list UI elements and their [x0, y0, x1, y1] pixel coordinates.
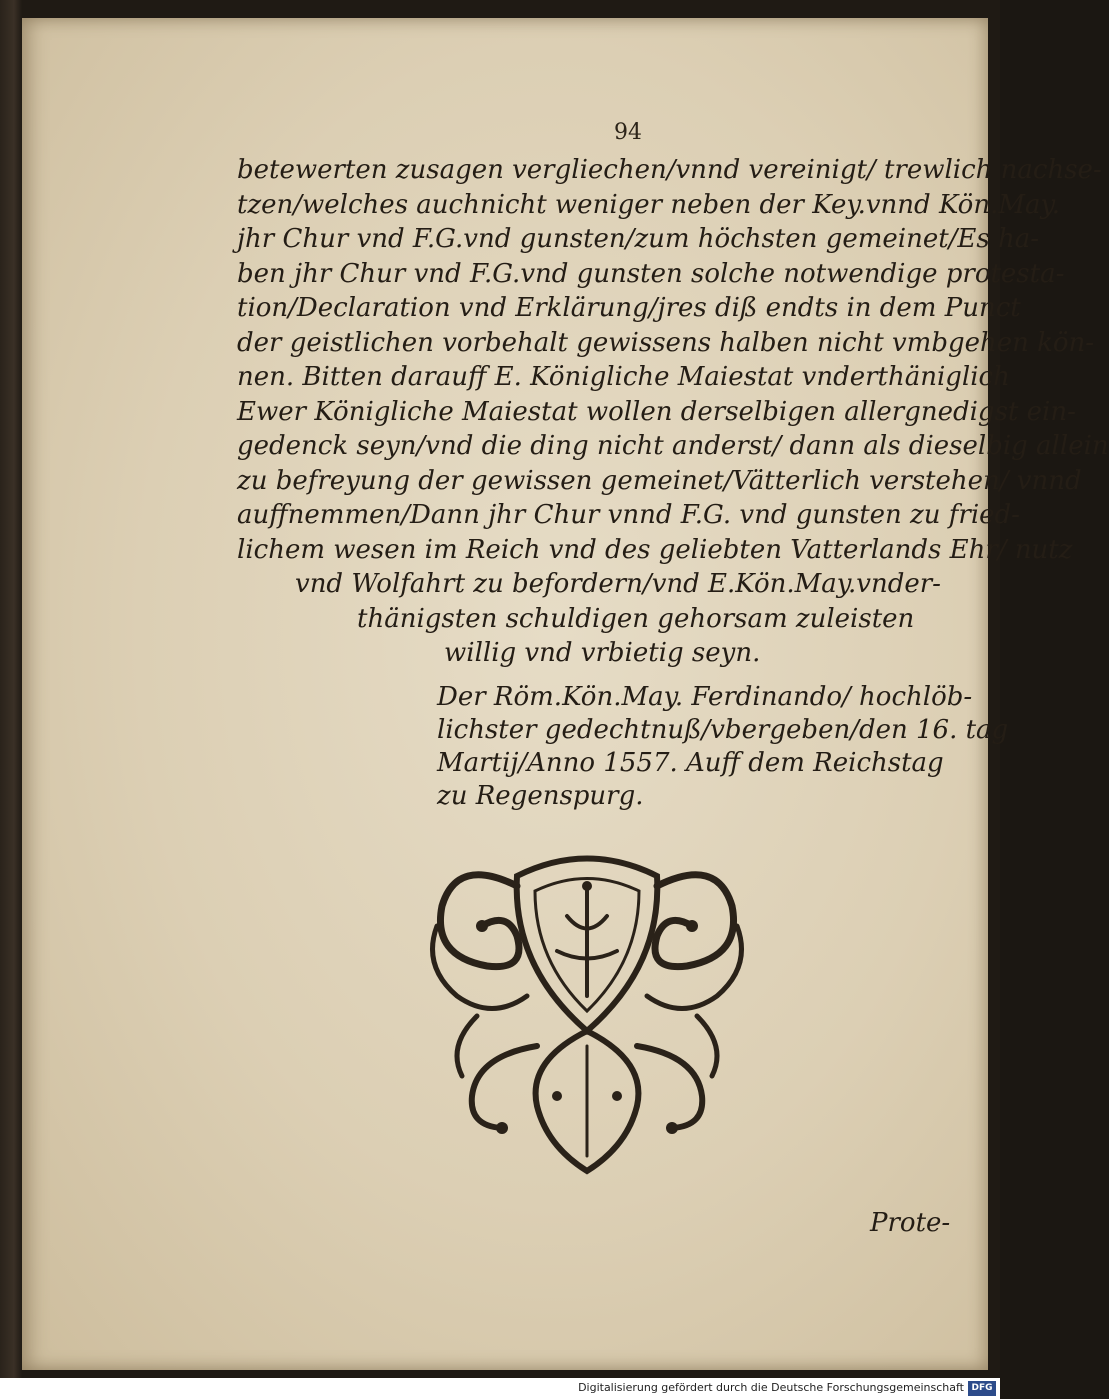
book-page: [22, 18, 1109, 1370]
body-line: Ewer Königliche Maiestat wollen derselbigen allergnedigst ein-: [237, 396, 1076, 427]
body-line: lichem wesen im Reich vnd des geliebten Vatterlands Ehr/ nutz: [237, 534, 1073, 565]
body-line: thänigsten schuldigen gehorsam zuleisten: [357, 603, 915, 634]
colophon-line: Der Röm.Kön.May. Ferdinando/ hochlöb-: [437, 682, 973, 712]
page-number: 94: [614, 120, 642, 145]
colophon-line: lichster gedechtnuß/vbergeben/den 16. tag: [437, 715, 1009, 745]
body-line: tion/Declaration vnd Erklärung/jres diß endts in dem Punct: [237, 293, 1021, 323]
catchword: Prote-: [870, 1208, 951, 1238]
body-line: jhr Chur vnd F.G.vnd gunsten/zum höchsten gemeinet/Es ha-: [237, 224, 1040, 254]
dfg-logo-icon: DFG: [968, 1381, 996, 1396]
body-line: ben jhr Chur vnd F.G.vnd gunsten solche notwendige protesta-: [237, 258, 1065, 289]
footer-bar: [0, 1378, 1000, 1399]
body-line: tzen/welches auchnicht weniger neben der Key.vnnd Kön.May.: [237, 189, 1060, 220]
body-line: willig vnd vrbietig seyn.: [444, 638, 761, 668]
body-line: vnd Wolfahrt zu befordern/vnd E.Kön.May.vnder-: [295, 569, 941, 599]
body-line: zu befreyung der gewissen gemeinet/Vätterlich verstehen/ vnnd: [237, 465, 1082, 496]
body-line: betewerten zusagen vergliechen/vnnd vereinigt/ trewlich nachse-: [237, 155, 1102, 185]
body-text: [237, 153, 1109, 671]
footer-credit: Digitalisierung gefördert durch die Deutsche Forschungsgemeinschaft: [578, 1381, 964, 1394]
body-line: nen. Bitten darauff E. Königliche Maiestat vnderthäniglich: [237, 362, 1010, 392]
body-line: auffnemmen/Dann jhr Chur vnnd F.G. vnd gunsten zu fried-: [237, 500, 1020, 530]
body-line: gedenck seyn/vnd die ding nicht anderst/ dann als dieselbig allein: [237, 431, 1109, 461]
colophon-line: Martij/Anno 1557. Auff dem Reichstag: [437, 748, 944, 778]
body-line: der geistlichen vorbehalt gewissens halben nicht vmbgehen kön-: [237, 327, 1095, 358]
colophon: [437, 681, 1009, 813]
colophon-line: zu Regenspurg.: [437, 781, 644, 811]
printers-ornament-icon: [417, 846, 757, 1176]
